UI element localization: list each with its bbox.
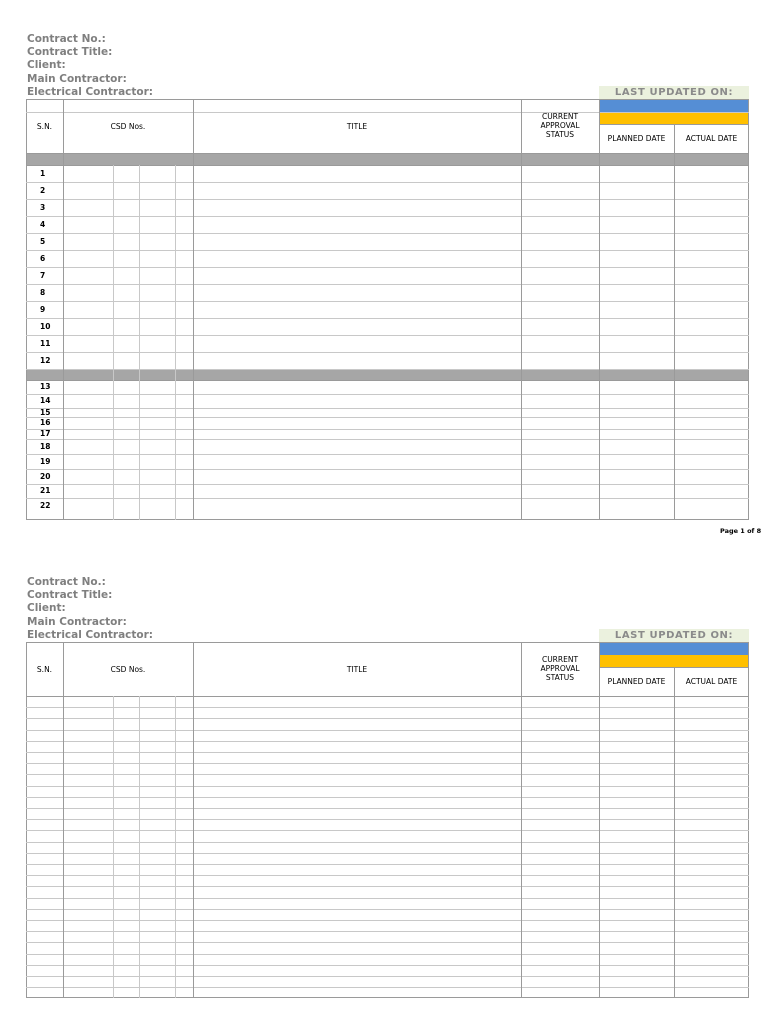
serial-number: 1 (40, 168, 46, 178)
contract-no-label: Contract No.: (27, 576, 106, 588)
col-header-sn: S.N. (36, 122, 53, 131)
col-header-actual: ACTUAL DATE (685, 677, 738, 686)
col-header-planned: PLANNED DATE (607, 134, 666, 143)
status-line-3: STATUS (545, 673, 575, 682)
status-line-2: APPROVAL (540, 121, 580, 130)
table-row (26, 469, 749, 484)
serial-number: 9 (40, 304, 46, 314)
table-row (26, 417, 749, 429)
contract-title-label: Contract Title: (27, 589, 113, 602)
main-contractor-label: Main Contractor: (27, 72, 127, 85)
table-row (26, 875, 749, 886)
table-row (26, 284, 749, 301)
serial-number: 3 (40, 202, 46, 212)
client-label: Client: (27, 602, 66, 615)
grid-line (521, 642, 522, 998)
col-header-csd: CSD Nos. (110, 665, 146, 674)
table-row (26, 786, 749, 797)
table-row (26, 898, 749, 909)
table-row (26, 830, 749, 841)
header-info (27, 576, 153, 642)
register-table (26, 642, 749, 998)
table-row (26, 909, 749, 920)
electrical-contractor-label: Electrical Contractor: (27, 628, 153, 641)
table-row (26, 429, 749, 439)
table-row (26, 774, 749, 785)
grid-line (26, 987, 749, 988)
main-contractor-label: Main Contractor: (27, 615, 127, 628)
table-row (26, 718, 749, 729)
status-line-3: STATUS (545, 130, 575, 139)
table-row (26, 301, 749, 318)
table-row (26, 931, 749, 942)
table-row (26, 886, 749, 897)
status-line-2: APPROVAL (540, 664, 580, 673)
table-row (26, 763, 749, 774)
table-row (26, 352, 749, 369)
status-line-1: CURRENT (541, 655, 579, 664)
table-row (26, 408, 749, 417)
grid-line (63, 99, 64, 520)
table-row (26, 233, 749, 250)
table-row (26, 853, 749, 864)
grid-line (674, 667, 675, 998)
electrical-contractor-label: Electrical Contractor: (27, 85, 153, 98)
table-row (26, 498, 749, 513)
table-row (26, 250, 749, 267)
serial-number: 17 (40, 429, 51, 438)
table-row (26, 842, 749, 853)
last-updated-label: LAST UPDATED ON: (599, 629, 749, 642)
client-label: Client: (27, 59, 66, 72)
serial-number: 22 (40, 500, 51, 510)
grid-line (139, 696, 140, 998)
table-row (26, 318, 749, 335)
grid-line (113, 696, 114, 998)
table-row (26, 439, 749, 454)
serial-number: 11 (40, 338, 51, 348)
serial-number: 15 (40, 407, 51, 417)
table-row (26, 954, 749, 965)
serial-number: 21 (40, 486, 51, 495)
table-row (26, 182, 749, 199)
table-row (26, 942, 749, 953)
serial-number: 10 (40, 321, 51, 331)
table-row (26, 335, 749, 352)
header-info (27, 33, 153, 99)
table-row (26, 380, 749, 394)
serial-number: 18 (40, 441, 51, 451)
table-row (26, 808, 749, 819)
serial-number: 19 (40, 456, 51, 466)
page-number: Page 1 of 8 (720, 527, 762, 535)
grid-line (26, 112, 749, 113)
table-row (26, 741, 749, 752)
serial-number: 13 (40, 382, 51, 391)
table-row (26, 216, 749, 233)
serial-number: 8 (40, 287, 46, 297)
col-header-planned: PLANNED DATE (607, 677, 666, 686)
table-row (26, 394, 749, 408)
table-row (26, 454, 749, 469)
grid-line (26, 153, 749, 154)
grid-line (63, 642, 64, 998)
grid-line (113, 165, 114, 520)
serial-number: 12 (40, 355, 51, 365)
serial-number: 5 (40, 236, 46, 246)
serial-number: 14 (40, 396, 51, 405)
table-row (26, 730, 749, 741)
serial-number: 4 (40, 219, 46, 229)
table-row (26, 864, 749, 875)
register-table (26, 99, 749, 520)
col-header-title: TITLE (346, 665, 368, 674)
table-row (26, 696, 749, 707)
status-line-1: CURRENT (541, 112, 579, 121)
page-2 (0, 540, 768, 1024)
grid-line (521, 99, 522, 520)
table-row (26, 484, 749, 498)
contract-no-label: Contract No.: (27, 33, 106, 45)
table-row (26, 165, 749, 182)
grid-line (599, 99, 600, 520)
serial-number: 20 (40, 471, 51, 481)
grid-line (193, 99, 194, 520)
col-header-csd: CSD Nos. (110, 122, 146, 131)
table-row (26, 976, 749, 987)
grid-line (26, 369, 749, 370)
serial-number: 7 (40, 270, 46, 280)
last-updated-label: LAST UPDATED ON: (599, 86, 749, 99)
table-row (26, 797, 749, 808)
grid-line (193, 642, 194, 998)
grid-line (175, 696, 176, 998)
table-row (26, 707, 749, 718)
col-header-title: TITLE (346, 122, 368, 131)
table-row (26, 920, 749, 931)
grid-line (139, 165, 140, 520)
table-row (26, 752, 749, 763)
grid-line (599, 642, 600, 998)
serial-number: 6 (40, 253, 46, 263)
grid-line (674, 124, 675, 520)
contract-title-label: Contract Title: (27, 46, 113, 59)
serial-number: 2 (40, 185, 46, 195)
col-header-actual: ACTUAL DATE (685, 134, 738, 143)
col-header-sn: S.N. (36, 665, 53, 674)
table-row (26, 267, 749, 284)
table-row (26, 965, 749, 976)
grid-line (175, 165, 176, 520)
table-row (26, 199, 749, 216)
table-row (26, 819, 749, 830)
serial-number: 16 (40, 418, 51, 427)
